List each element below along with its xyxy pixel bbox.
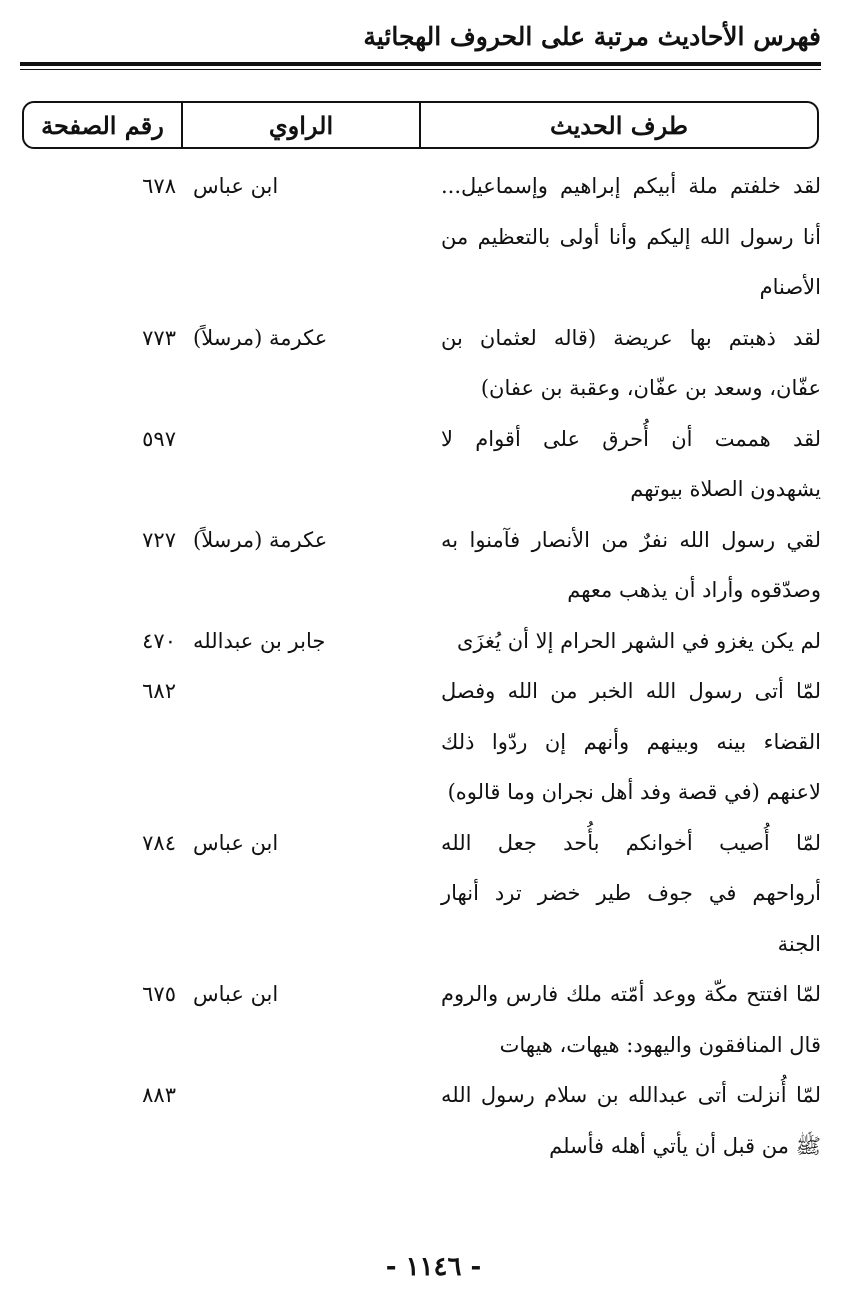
column-header-page: رقم الصفحة [41,110,164,140]
narrator: ابن عباس [193,982,279,1006]
page-reference: ٨٨٣ [142,1083,176,1107]
page-reference: ٦٧٨ [142,174,176,198]
hadith-text-line: الجنة [777,931,821,956]
hadith-text-line: أرواحهم في جوف طير خضر ترد أنهار [441,881,821,905]
hadith-text-line: لقد ذهبتم بها عريضة (قاله لعثمان بن [441,325,821,350]
hadith-text-line: القضاء بينه وبينهم وأنهم إن ردّوا ذلك [441,729,821,754]
column-header-row [22,101,819,149]
list-item [22,161,821,313]
column-header-hadith: طرف الحديث [419,103,817,147]
hadith-text-line: أنا رسول الله إليكم وأنا أولى بالتعظيم من [441,224,821,249]
page-number: - ١١٤٦ - [385,1252,482,1282]
narrator: ابن عباس [193,830,279,855]
hadith-text-line: لقد هممت أن أُحرق على أقوام لا [441,426,821,451]
narrator: جابر بن عبدالله [193,628,326,653]
hadith-text-line: عفّان، وسعد بن عفّان، وعقبة بن عفان) [480,376,821,400]
hadith-text-line: لقي رسول الله نفرٌ من الأنصار فآمنوا به [441,527,821,552]
header-rule-thin [20,69,821,70]
running-head: فهرس الأحاديث مرتبة على الحروف الهجائية [363,22,821,51]
list-item [22,515,821,616]
header-rule [20,62,821,66]
list-item [22,616,821,667]
hadith-text-line: لمّا أُنزلت أتى عبدالله بن سلام رسول الله [441,1083,821,1107]
hadith-text-line: لاعنهم (في قصة وفد أهل نجران وما قالوه) [447,780,821,804]
list-item [22,969,821,1070]
hadith-text-line: وصدّقوه وأراد أن يذهب معهم [567,578,821,602]
narrator: ابن عباس [193,174,279,198]
page-reference: ٦٧٥ [142,982,176,1006]
list-item [22,313,821,414]
list-item [22,818,821,970]
list-item [22,1070,821,1171]
narrator: عكرمة (مرسلاً) [193,527,328,552]
page-reference: ٧٢٧ [142,527,176,552]
narrator: عكرمة (مرسلاً) [193,325,328,350]
hadith-text-line: لمّا أتى رسول الله الخبر من الله وفصل [441,679,821,703]
hadith-index-list [22,161,821,1171]
hadith-text-line: يشهدون الصلاة بيوتهم [630,477,821,501]
page-reference: ٦٨٢ [142,679,176,703]
page-reference: ٧٧٣ [142,325,176,350]
page-reference: ٥٩٧ [142,426,176,451]
hadith-text-line: الأصنام [759,275,821,299]
hadith-text-line: ﷺ من قبل أن يأتي أهله فأسلم [549,1133,821,1158]
hadith-text-line: لمّا أُصيب أخوانكم بأُحد جعل الله [441,830,821,855]
column-header-rawi: الراوي [181,103,419,147]
page-reference: ٤٧٠ [142,628,176,653]
list-item [22,666,821,818]
hadith-text-line: لم يكن يغزو في الشهر الحرام إلا أن يُغزَى [457,628,821,653]
page-reference: ٧٨٤ [142,830,176,855]
list-item [22,414,821,515]
hadith-text-line: لمّا افتتح مكّة ووعد أمّته ملك فارس والروم [441,982,821,1006]
hadith-text-line: لقد خلفتم ملة أبيكم إبراهيم وإسماعيل... [441,174,821,198]
hadith-text-line: قال المنافقون واليهود: هيهات، هيهات [499,1032,821,1057]
